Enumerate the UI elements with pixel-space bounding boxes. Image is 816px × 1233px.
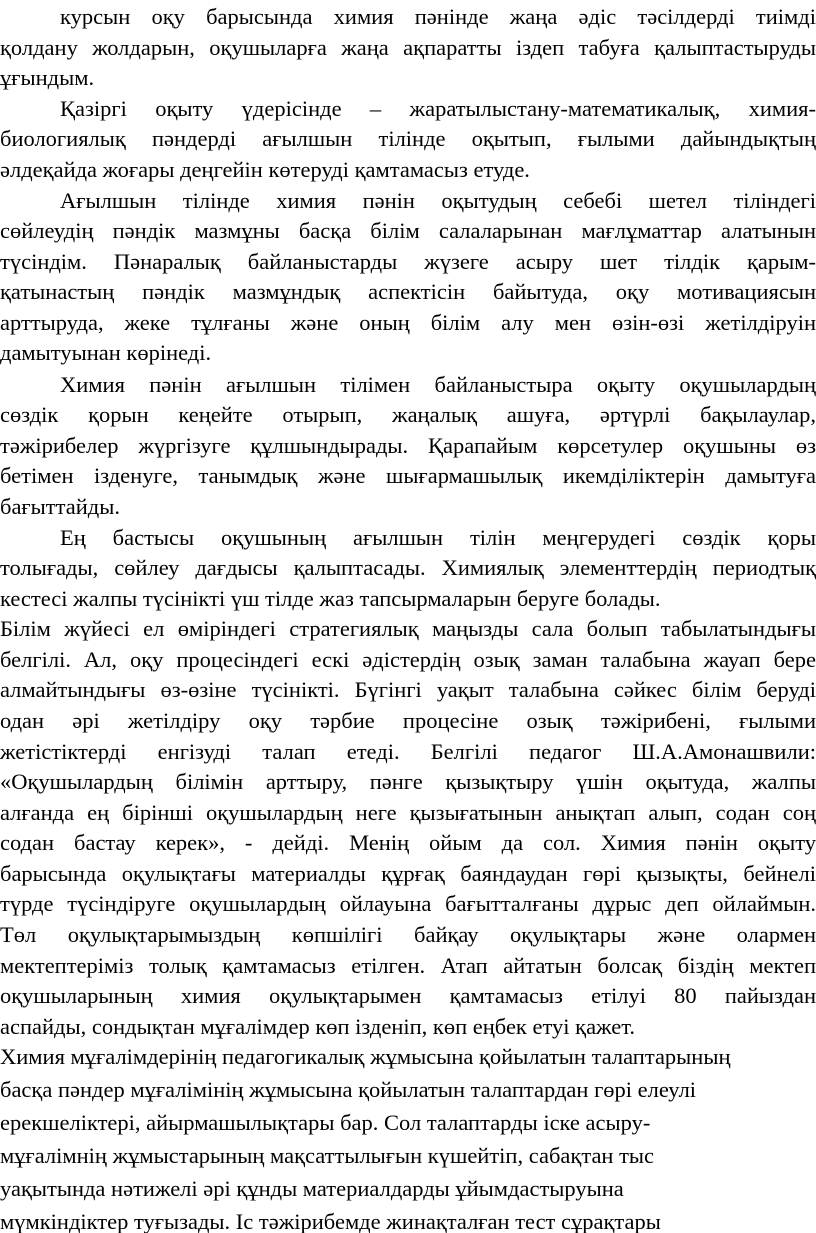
- text-line: жетістіктерді енгізуді талап етеді. Белгілі педагог Ш.А.Амонашвили:: [0, 739, 816, 764]
- text-line: толығады, сөйлеу дағдысы қалыптасады. Химиялық элементтердің периодтық: [0, 555, 816, 580]
- text-line: кестесі жалпы түсінікті үш тілде жаз тапсырмаларын беруге болады.: [0, 586, 661, 611]
- text-line: Ең бастысы оқушының ағылшын тілін меңгерудегі сөздік қоры: [60, 525, 816, 550]
- text-line: мұғалімнің жұмыстарының мақсаттылығын күшейтіп, сабақтан тыс: [0, 1143, 655, 1168]
- text-line: әлдеқайда жоғары деңгейін көтеруді қамтамасыз етуде.: [0, 157, 530, 182]
- text-line: мектептеріміз толық қамтамасыз етілген. Атап айтатын болсақ біздің мектеп: [0, 953, 816, 978]
- text-line: Химия пәнін ағылшын тілімен байланыстыра оқыту оқушылардың: [60, 372, 816, 397]
- text-line: сөздік қорын кеңейте отырып, жаңалық ашуға, әртүрлі бақылаулар,: [0, 402, 816, 427]
- text-line: Ағылшын тілінде химия пәнін оқытудың себебі шетел тіліндегі: [60, 188, 816, 213]
- text-line: бетімен ізденуге, танымдық және шығармашылық икемділіктерін дамытуға: [0, 463, 816, 488]
- text-line: арттыруда, жеке тұлғаны және оның білім алу мен өзін-өзі жетілдіруін: [0, 310, 816, 335]
- text-line: алғанда ең бірінші оқушылардың неге қызығатынын анықтап алып, содан соң: [0, 800, 816, 825]
- text-line: ерекшеліктері, айырмашылықтары бар. Сол талаптарды іске асыру-: [0, 1110, 651, 1135]
- text-line: уақытында нәтижелі әрі құнды материалдарды ұйымдастыруына: [0, 1176, 624, 1201]
- text-line: ұғындым.: [0, 65, 95, 90]
- text-line: басқа пәндер мұғалімінің жұмысына қойылатын талаптардан гөрі елеулі: [0, 1077, 697, 1102]
- text-line: одан әрі жетілдіру оқу тәрбие процесіне озық тәжірибені, ғылыми: [0, 708, 816, 733]
- text-line: Қазіргі оқыту үдерісінде – жаратылыстану-математикалық, химия-: [60, 96, 816, 121]
- text-line: «Оқушылардың білімін арттыру, пәнге қызықтыру үшін оқытуда, жалпы: [0, 769, 816, 794]
- text-line: дамытуынан көрінеді.: [0, 340, 212, 365]
- text-line: алмайтындығы өз-өзіне түсінікті. Бүгінгі уақыт талабына сәйкес білім беруді: [0, 677, 816, 702]
- text-line: түрде түсіндіруге оқушылардың ойлауына бағытталғаны дұрыс деп ойлаймын.: [0, 891, 816, 916]
- text-line: түсіндім. Пәнаралық байланыстарды жүзеге асыру шет тілдік қарым-: [0, 249, 816, 274]
- text-line: биологиялық пәндерді ағылшын тілінде оқытып, ғылыми дайындықтың: [0, 126, 816, 151]
- text-line: белгілі. Ал, оқу процесіндегі ескі әдістердің озық заман талабына жауап бере: [0, 647, 816, 672]
- text-line: Химия мұғалімдерінің педагогикалық жұмысына қойылатын талаптарының: [0, 1044, 731, 1069]
- text-line: Білім жүйесі ел өміріндегі стратегиялық маңызды сала болып табылатындығы: [0, 616, 816, 641]
- text-line: курсын оқу барысында химия пәнінде жаңа әдіс тәсілдерді тиімді: [60, 4, 816, 29]
- text-line: тәжірибелер жүргізуге құлшындырады. Қарапайым көрсетулер оқушыны өз: [0, 433, 816, 458]
- text-line: Төл оқулықтарымыздың көпшілігі байқау оқулықтары және олармен: [0, 922, 816, 947]
- text-line: мүмкіндіктер туғызады. Іс тәжірибемде жинақталған тест сұрақтары: [0, 1209, 661, 1233]
- text-line: сөйлеудің пәндік мазмұны басқа білім салаларынан мағлұматтар алатынын: [0, 218, 816, 243]
- text-line: аспайды, сондықтан мұғалімдер көп ізденіп, көп еңбек етуі қажет.: [0, 1014, 636, 1039]
- text-line: қолдану жолдарын, оқушыларға жаңа ақпаратты іздеп табуға қалыптастыруды: [0, 35, 816, 60]
- text-line: содан бастау керек», - дейді. Менің ойым да сол. Химия пәнін оқыту: [0, 830, 816, 855]
- text-line: бағыттайды.: [0, 494, 120, 519]
- text-line: барысында оқулықтағы материалды құрғақ баяндаудан гөрі қызықты, бейнелі: [0, 861, 816, 886]
- text-line: қатынастың пәндік мазмұндық аспектісін байытуда, оқу мотивациясын: [0, 279, 816, 304]
- text-line: оқушыларының химия оқулықтарымен қамтамасыз етілуі 80 пайыздан: [0, 983, 816, 1008]
